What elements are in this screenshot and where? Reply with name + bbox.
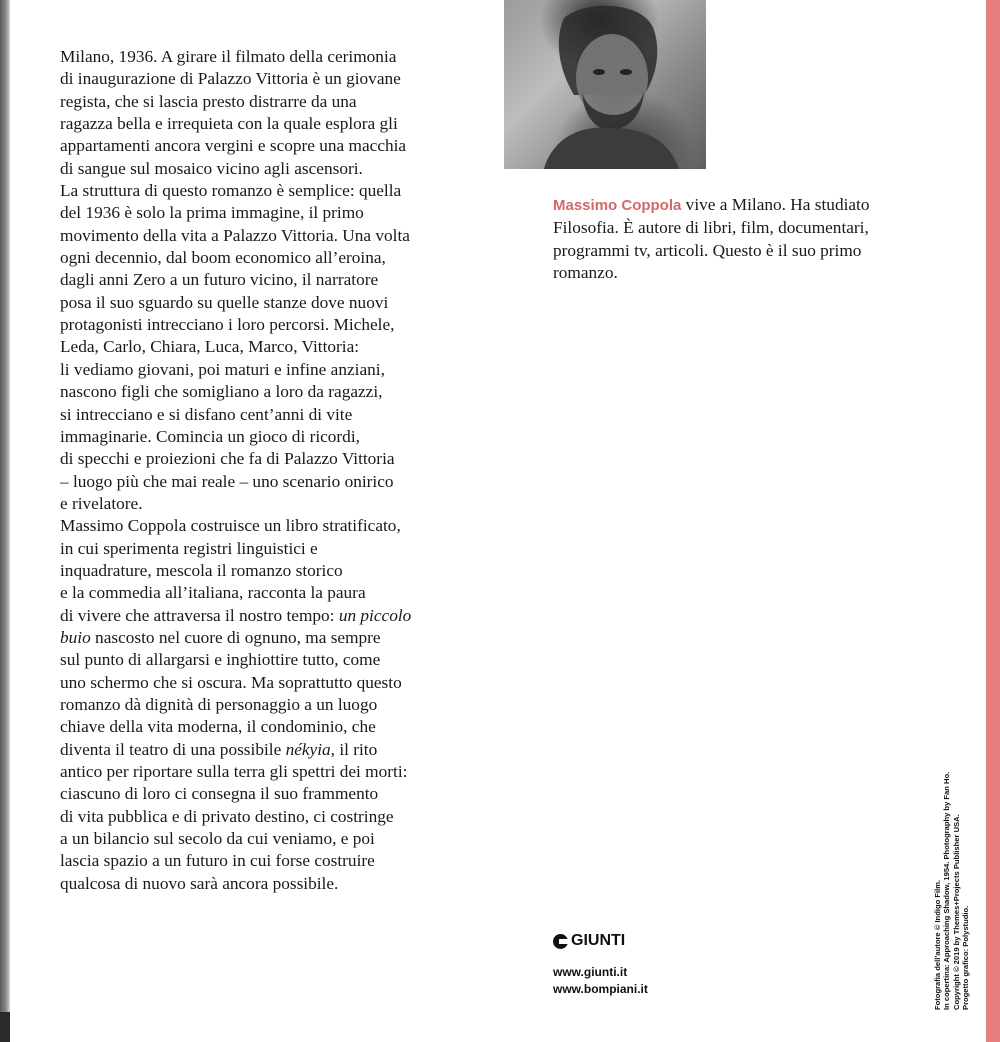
publisher-logo: [553, 930, 625, 952]
blurb-line: regista, che si lascia presto distrarre da una: [60, 91, 357, 111]
spine-edge: [0, 0, 10, 1042]
blurb-line: ragazza bella e irrequieta con la quale esplora gli: [60, 114, 398, 134]
blurb-line: appartamenti ancora vergini e scopre una macchia: [60, 136, 407, 156]
publisher-url[interactable]: www.bompiani.it: [553, 982, 648, 996]
blurb-line: si intrecciano e si disfano cent’anni di vite: [60, 404, 353, 424]
blurb-line: protagonisti intrecciano i loro percorsi. Michele,: [60, 315, 395, 335]
blurb-line: movimento della vita a Palazzo Vittoria. Una volta: [60, 225, 410, 245]
blurb-paragraph-3: [60, 515, 470, 895]
blurb-paragraph-1: [60, 46, 470, 180]
author-name: Massimo Coppola: [553, 197, 682, 214]
blurb-line: La struttura di questo romanzo è semplice: quella: [60, 181, 402, 201]
author-bio-line: Filosofia. È autore di libri, film, documentari,: [553, 218, 869, 238]
blurb-line: inquadrature, mescola il romanzo storico: [60, 560, 343, 580]
blurb-line: a un bilancio sul secolo da cui veniamo, e poi: [60, 829, 375, 849]
blurb-line: ciascuno di loro ci consegna il suo frammento: [60, 784, 379, 804]
blurb-line: qualcosa di nuovo sarà ancora possibile.: [60, 873, 339, 893]
blurb-text: di vivere che attraversa il nostro tempo:: [60, 605, 339, 625]
image-credits: [933, 772, 970, 1010]
blurb-italic: nékyia: [285, 739, 331, 759]
blurb-line: di specchi e proiezioni che fa di Palazzo Vittoria: [60, 449, 395, 469]
author-bio-line: romanzo.: [553, 263, 618, 283]
blurb-line: uno schermo che si oscura. Ma soprattutto questo: [60, 672, 402, 692]
blurb-line: lascia spazio a un futuro in cui forse costruire: [60, 851, 375, 871]
blurb-line: posa il suo sguardo su quelle stanze dove nuovi: [60, 292, 389, 312]
author-photo: [504, 0, 706, 169]
blurb-line: e rivelatore.: [60, 493, 143, 513]
author-bio-line: [553, 194, 963, 217]
blurb-paragraph-2: [60, 180, 470, 515]
credit-line: Fotografia dell’autore © Indigo Film.: [933, 879, 942, 1010]
blurb-line: – luogo più che mai reale – uno scenario onirico: [60, 471, 394, 491]
blurb-line: in cui sperimenta registri linguistici e: [60, 538, 318, 558]
blurb-line: Massimo Coppola costruisce un libro stratificato,: [60, 516, 401, 536]
blurb-line: ogni decennio, dal boom economico all’eroina,: [60, 248, 386, 268]
publisher-logo-text: GIUNTI: [571, 932, 626, 949]
blurb-text: diventa il teatro di una possibile: [60, 739, 286, 759]
publisher-urls: [553, 964, 648, 998]
giunti-logo-icon: [553, 934, 568, 949]
blurb-line: di vita pubblica e di privato destino, ci costringe: [60, 806, 394, 826]
author-portrait-sketch: [504, 0, 706, 169]
blurb-italic: un piccolo: [338, 605, 412, 625]
blurb-text: , il rito: [330, 739, 378, 759]
author-bio: [553, 194, 963, 284]
author-bio-text: vive a Milano. Ha studiato: [681, 195, 870, 214]
accent-stripe: [986, 0, 1000, 1042]
blurb-line: di inaugurazione di Palazzo Vittoria è un giovane: [60, 69, 401, 89]
blurb-line: romanzo dà dignità di personaggio a un luogo: [60, 694, 378, 714]
blurb-line: li vediamo giovani, poi maturi e infine anziani,: [60, 359, 385, 379]
publisher-url[interactable]: www.giunti.it: [553, 965, 628, 979]
blurb-line: nascono figli che somigliano a loro da ragazzi,: [60, 382, 383, 402]
credit-line: Copyright © 2019 by Themes+Projects Publisher USA.: [951, 814, 961, 1010]
blurb-line: [60, 739, 470, 761]
blurb-line: del 1936 è solo la prima immagine, il primo: [60, 203, 364, 223]
blurb-line: Leda, Carlo, Chiara, Luca, Marco, Vittoria:: [60, 337, 360, 357]
blurb-line: sul punto di allargarsi e inghiottire tutto, come: [60, 650, 381, 670]
blurb-italic: buio: [60, 627, 91, 647]
blurb-line: di sangue sul mosaico vicino agli ascensori.: [60, 158, 363, 178]
blurb-line: antico per riportare sulla terra gli spettri dei morti:: [60, 762, 408, 781]
credit-line: In copertina: Approaching Shadow, 1954. Photography by Fan Ho.: [942, 771, 952, 1010]
credit-line: Progetto grafico: Polystudio.: [960, 905, 970, 1010]
blurb-line: chiave della vita moderna, il condominio, che: [60, 717, 376, 737]
blurb-line: immaginarie. Comincia un gioco di ricordi,: [60, 426, 360, 446]
spine-edge-bottom: [0, 1012, 10, 1042]
blurb-line: Milano, 1936. A girare il filmato della cerimonia: [60, 47, 397, 66]
blurb-line: [60, 605, 470, 627]
author-bio-line: programmi tv, articoli. Questo è il suo primo: [553, 240, 862, 260]
back-cover-blurb: [60, 46, 470, 895]
blurb-line: [60, 627, 470, 649]
blurb-line: e la commedia all’italiana, racconta la paura: [60, 583, 366, 603]
blurb-line: dagli anni Zero a un futuro vicino, il narratore: [60, 270, 379, 290]
blurb-text: nascosto nel cuore di ognuno, ma sempre: [90, 627, 381, 647]
